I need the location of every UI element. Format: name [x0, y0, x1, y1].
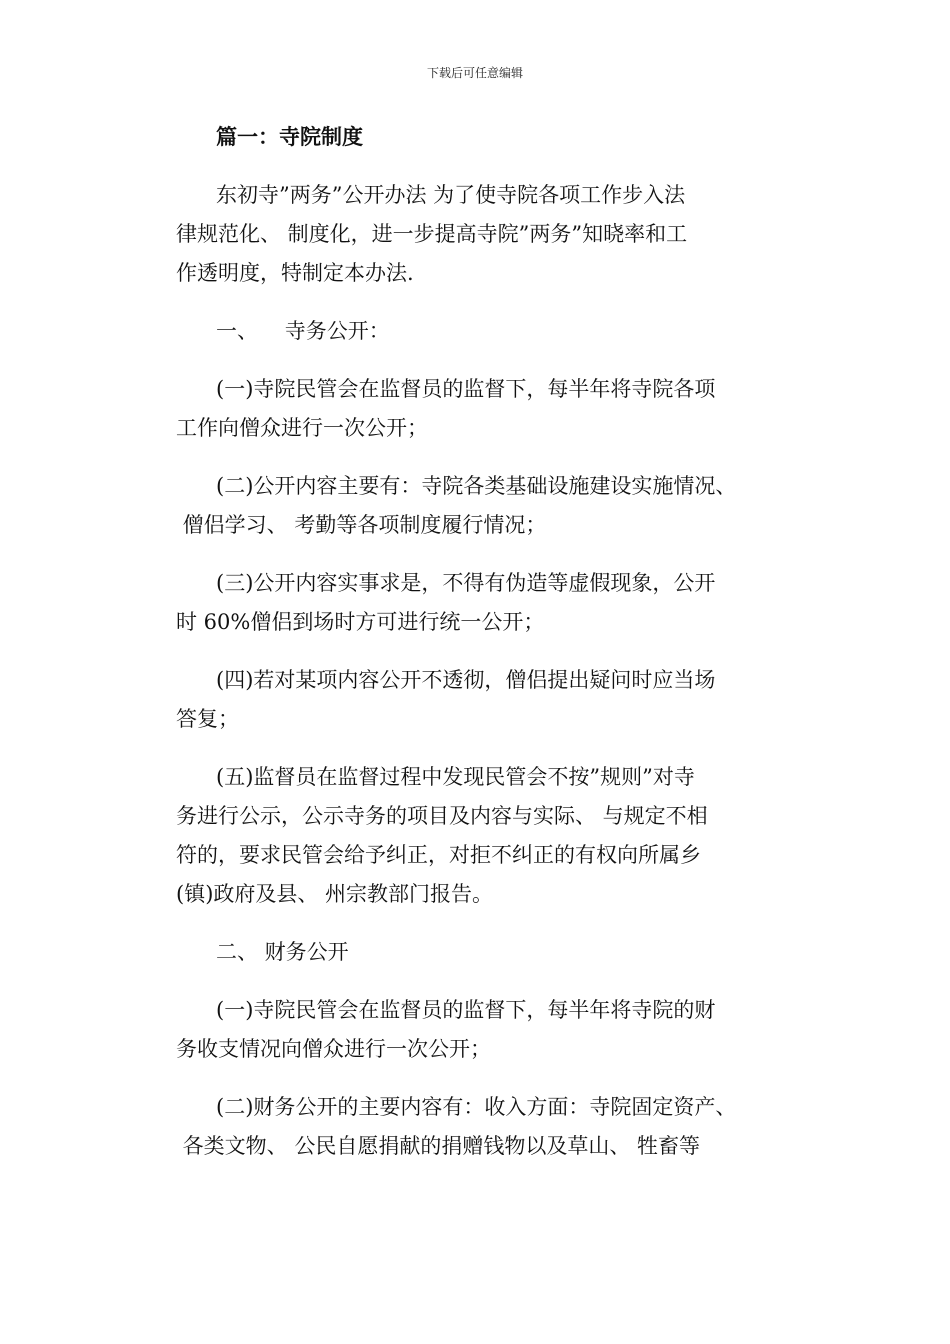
- text-line: (二)财务公开的主要内容有：收入方面：寺院固定资产、: [216, 1095, 737, 1119]
- paragraph-intro: [176, 176, 788, 293]
- section-heading-finance: 二、 财务公开: [216, 940, 349, 964]
- text-line: 工作向僧众进行一次公开；: [176, 416, 428, 440]
- text-line: 僧侣学习、 考勤等各项制度履行情况；: [176, 513, 547, 537]
- text-line: (五)监督员在监督过程中发现民管会不按”规则”对寺: [216, 765, 695, 789]
- text-line: (镇)政府及县、 州宗教部门报告。: [176, 882, 494, 906]
- paragraph-item: [176, 661, 788, 739]
- text-line: 作透明度，特制定本办法.: [176, 261, 414, 285]
- text-line: 时 60%僧侣到场时方可进行统一公开；: [176, 610, 545, 634]
- text-line: 务收支情况向僧众进行一次公开；: [176, 1037, 491, 1061]
- page-header-note: 下载后可任意编辑: [426, 66, 523, 80]
- text-line: (二)公开内容主要有：寺院各类基础设施建设实施情况、: [216, 474, 737, 498]
- text-line: (四)若对某项内容公开不透彻，僧侣提出疑问时应当场: [216, 668, 716, 692]
- document-body: [176, 120, 788, 1185]
- text-line: (三)公开内容实事求是，不得有伪造等虚假现象，公开: [216, 571, 716, 595]
- text-line: 答复；: [176, 707, 239, 731]
- paragraph-item: [176, 564, 788, 642]
- paragraph-item: [176, 467, 788, 545]
- text-line: 各类文物、 公民自愿捐献的捐赠钱物以及草山、 牲畜等: [176, 1134, 701, 1158]
- text-line: 务进行公示，公示寺务的项目及内容与实际、 与规定不相: [176, 804, 708, 828]
- text-line: 律规范化、 制度化，进一步提高寺院”两务”知晓率和工: [176, 222, 688, 246]
- paragraph-item: [176, 991, 788, 1069]
- text-line: 符的，要求民管会给予纠正，对拒不纠正的有权向所属乡: [176, 843, 701, 867]
- text-line: (一)寺院民管会在监督员的监督下，每半年将寺院的财: [216, 998, 716, 1022]
- document-title: 篇一：寺院制度: [216, 125, 363, 149]
- text-line: (一)寺院民管会在监督员的监督下，每半年将寺院各项: [216, 377, 716, 401]
- paragraph-item: [176, 370, 788, 448]
- paragraph-item: [176, 1088, 788, 1166]
- section-heading-temple-affairs: 一、 寺务公开：: [216, 319, 390, 343]
- paragraph-item: [176, 758, 788, 914]
- text-line: 东初寺”两务”公开办法 为了使寺院各项工作步入法: [216, 183, 686, 207]
